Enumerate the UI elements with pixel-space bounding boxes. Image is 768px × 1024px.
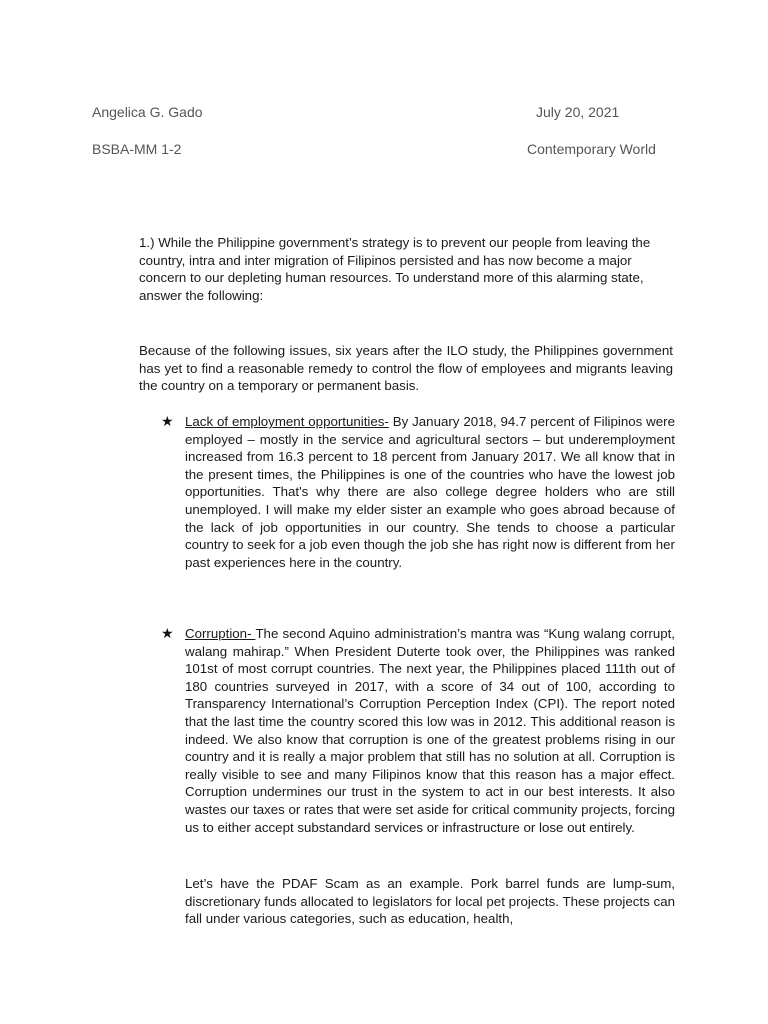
intro-paragraph: Because of the following issues, six years after the ILO study, the Philippines government has yet to find a reasonable remedy to control the flow of employees and migrants leaving the country on a temporary or permanent basis. (139, 343, 673, 394)
star-bullet-icon: ★ (161, 413, 174, 429)
bullet-text (185, 413, 675, 571)
document-date: July 20, 2021 (536, 104, 620, 120)
question-paragraph: 1.) While the Philippine government’s strategy is to prevent our people from leaving the country, intra and inter migration of Filipinos persisted and has now become a major concern to our depleting human resources. To understand more of this alarming state, answer the following: (139, 235, 651, 303)
bullet-body: By January 2018, 94.7 percent of Filipinos were employed – mostly in the service and agricultural sectors – but underemployment increased from 16.3 percent to 18 percent from January 2017. We all know that in the present times, the Philippines is one of the countries who have the lowest job opportunities. That's why there are also college degree holders who are still unemployed. I will make my elder sister an example who goes abroad because of the lack of job opportunities in our country. She tends to choose a particular country to seek for a job even though the job she has right now is different from her past experiences here in the country. (185, 414, 675, 570)
bullet-body: The second Aquino administration’s mantra was “Kung walang corrupt, walang mahirap.” When President Duterte took over, the Philippines was ranked 101st of most corrupt countries. The next year, the Philippines placed 111th out of 180 countries surveyed in 2017, with a score of 34 out of 100, according to Transparency International’s Corruption Perception Index (CPI). The report noted that the last time the country scored this low was in 2012. This additional reason is indeed. We also know that corruption is one of the greatest problems rising in our country and it is really a major problem that still has no solution at all. Corruption is really visible to see and many Filipinos know that this reason has a major effect. Corruption undermines our trust in the system to act in our best interests. It also wastes our taxes or rates that were set aside for critical community projects, forcing us to either accept substandard services or infrastructure or lose out entirely. (185, 626, 675, 835)
author-name: Angelica G. Gado (92, 104, 203, 120)
course-section: BSBA-MM 1-2 (92, 141, 182, 157)
followup-paragraph: Let’s have the PDAF Scam as an example. Pork barrel funds are lump-sum, discretionary funds allocated to legislators for local pet projects. These projects can fall under various categories, such as education, health, (185, 876, 675, 927)
bullet-text (185, 625, 675, 836)
bullet-heading: Lack of employment opportunities- (185, 414, 389, 429)
subject-name: Contemporary World (527, 141, 656, 157)
star-bullet-icon: ★ (161, 625, 174, 641)
bullet-heading: Corruption- (185, 626, 256, 641)
